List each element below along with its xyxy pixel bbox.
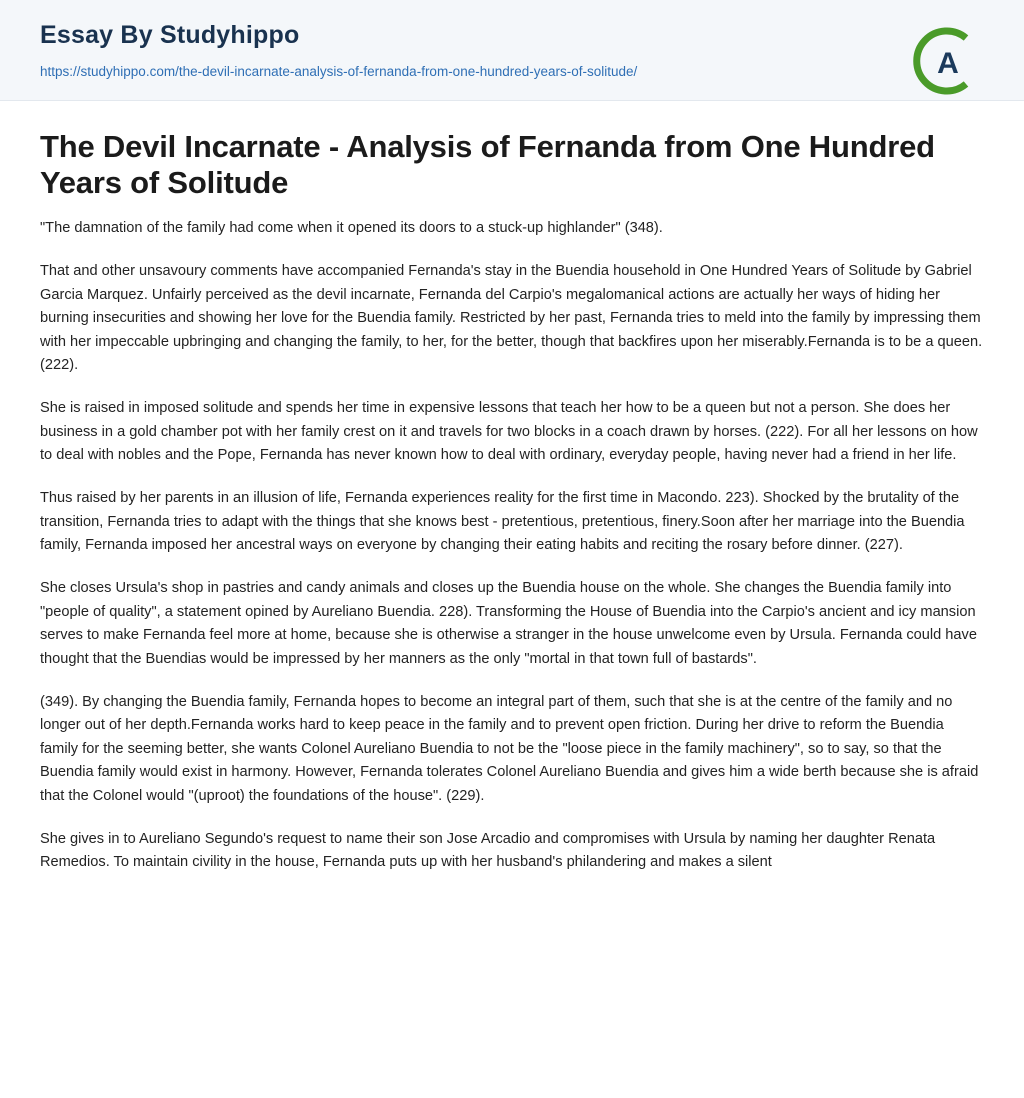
page-title: The Devil Incarnate - Analysis of Fernanda from One Hundred Years of Solitude <box>40 128 935 201</box>
brand-primary-text: Essay By <box>40 21 153 49</box>
site-header <box>0 0 1024 101</box>
article-paragraph: She closes Ursula's shop in pastries and candy animals and closes up the Buendia house on the whole. She changes the Buendia family into "people of quality", a statement opined by Aureliano Buendia. 228). Transforming the House of Buendia into the Carpio's ancient and icy mansion serves to make Fernanda feel more at home, because she is otherwise a stranger in the house unwelcome even by Ursula. Fernanda could have thought that the Buendias would be impressed by her manners as the only "mortal in that town full of bastards". <box>40 579 977 667</box>
article-paragraph: That and other unsavoury comments have accompanied Fernanda's stay in the Buendia household in One Hundred Years of Solitude by Gabriel Garcia Marquez. Unfairly perceived as the devil incarnate, Fernanda del Carpio's megalomanical actions are actually her ways of hiding her burning insecurities and showing her love for the Buendia family. Restricted by her past, Fernanda tries to meld into the family by impressing them with her impeccable upbringing and changing the family, to her, for the better, though that backfires upon her miserably.Fernanda is to be a queen. (222). <box>40 262 983 374</box>
article-body <box>0 101 1024 905</box>
article-paragraph: "The damnation of the family had come when it opened its doors to a stuck-up highlander" (348). <box>40 220 663 237</box>
article-paragraph: She gives in to Aureliano Segundo's request to name their son Jose Arcadio and compromises with Ursula by naming her daughter Renata Remedios. To maintain civility in the house, Fernanda puts up with her husband's philandering and makes a silent <box>40 830 936 871</box>
article-paragraph: Thus raised by her parents in an illusion of life, Fernanda experiences reality for the first time in Macondo. 223). Shocked by the brutality of the transition, Fernanda tries to adapt with the things that she knows best - pretentious, pretentious, finery.Soon after her marriage into the Buendia family, Fernanda imposed her ancestral ways on everyone by changing their eating habits and reciting the rosary before dinner. (227). <box>40 490 965 554</box>
brand-secondary-text: Studyhippo <box>159 21 300 49</box>
site-brand <box>40 22 984 50</box>
svg-text:A: A <box>937 47 959 80</box>
studyhippo-logo-icon <box>908 24 982 98</box>
article-paragraph: She is raised in imposed solitude and spends her time in expensive lessons that teach her how to be a queen but not a person. She does her business in a gold chamber pot with her family crest on it and travels for two blocks in a coach drawn by horses. (222). For all her lessons on how to deal with nobles and the Pope, Fernanda has never known how to deal with ordinary, everyday people, having never had a friend in her life. <box>40 400 978 464</box>
source-url-link[interactable]: https://studyhippo.com/the-devil-incarnate-analysis-of-fernanda-from-one-hundred-years-of-solitude/ <box>40 63 638 79</box>
article-paragraph: (349). By changing the Buendia family, Fernanda hopes to become an integral part of them, such that she is at the centre of the family and no longer out of her depth.Fernanda works hard to keep peace in the family and to prevent open friction. During her drive to reform the Buendia family for the seeming better, she wants Colonel Aureliano Buendia to not be the "loose piece in the family machinery", so to say, so that the Buendia family would exist in harmony. However, Fernanda tolerates Colonel Aureliano Buendia and gives him a wide berth because she is afraid that the Colonel would "(uproot) the foundations of the house". (229). <box>40 693 979 805</box>
